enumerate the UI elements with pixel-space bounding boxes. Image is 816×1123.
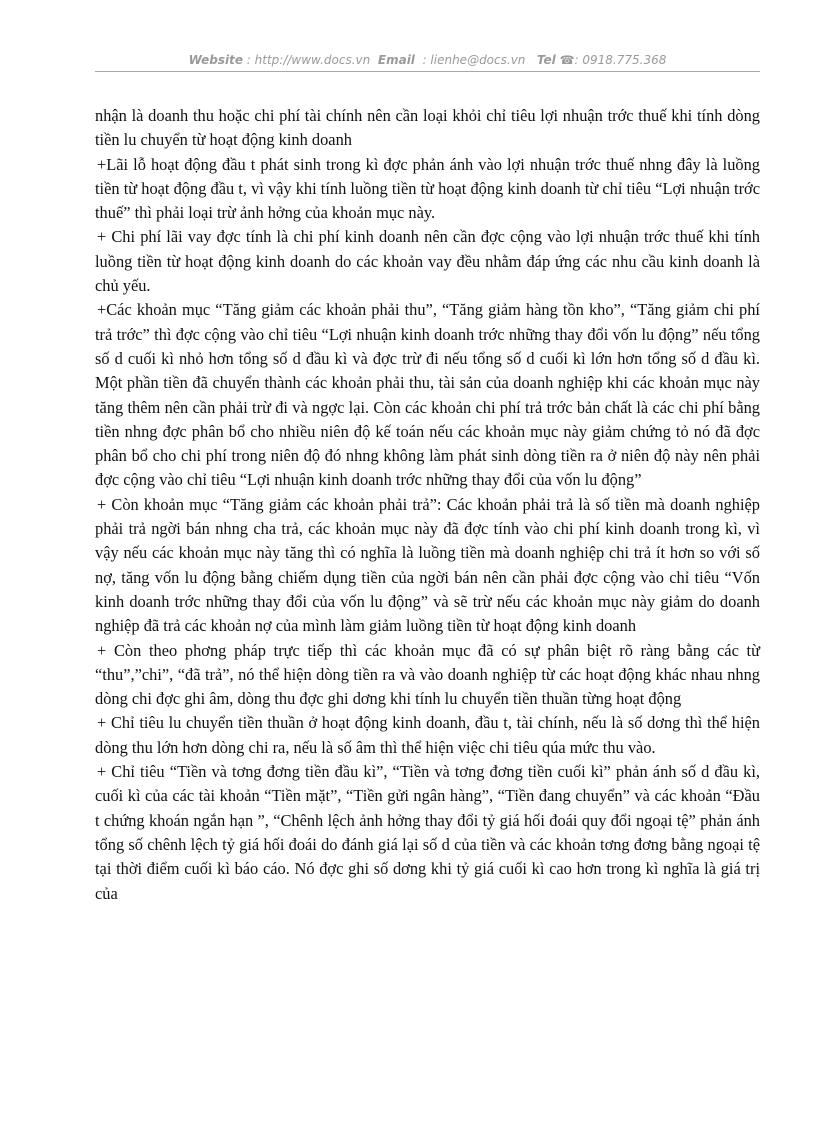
paragraph: +Lãi lỗ hoạt động đầu t phát sinh trong kì đợc phản ánh vào lợi nhuận trớc thuế nhng đây là luồng tiền từ hoạt động đầu t, vì vậy khi tính luồng tiền từ hoạt động kinh doanh từ chỉ tiêu “Lợi nhuận trớc thuế” thì phải loại trừ ảnh hởng của khoản mục này.	[95, 154, 760, 223]
tel-value: ☎: 0918.775.368	[559, 53, 667, 67]
page-header	[95, 50, 760, 70]
website-value: : http://www.docs.vn	[246, 53, 371, 67]
document-body	[95, 104, 760, 906]
website-label: Website	[188, 53, 243, 67]
paragraph: + Chi phí lãi vay đợc tính là chi phí kinh doanh nên cần đợc cộng vào lợi nhuận trớc thuế khi tính luồng tiền từ hoạt động kinh doanh do các khoản vay đều nhằm đáp ứng các nhu cầu kinh doanh là chủ yếu.	[95, 227, 760, 296]
paragraph: nhận là doanh thu hoặc chi phí tài chính nên cần loại khỏi chỉ tiêu lợi nhuận trớc thuế khi tính dòng tiền lu chuyển từ hoạt động kinh doanh	[95, 106, 760, 150]
email-value: : lienhe@docs.vn	[422, 53, 526, 67]
paragraph: + Còn theo phơng pháp trực tiếp thì các khoản mục đã có sự phân biệt rõ ràng bằng các từ “thu”,”chi”, “đã trả”, nó thể hiện dòng tiền ra và vào doanh nghiệp từ các hoạt động khác nhau nhng dòng chi đợc ghi âm, dòng thu đợc ghi dơng khi tính lu chuyển tiền thuần từng hoạt động	[95, 640, 760, 709]
paragraph: + Chỉ tiêu lu chuyển tiền thuần ở hoạt động kinh doanh, đầu t, tài chính, nếu là số dơng thì thể hiện dòng thu lớn hơn dòng chi ra, nếu là số âm thì thể hiện việc chi tiêu qúa mức thu vào.	[95, 713, 760, 757]
paragraph: +Các khoản mục “Tăng giảm các khoản phải thu”, “Tăng giảm hàng tồn kho”, “Tăng giảm chi phí trả trớc” thì đợc cộng vào chỉ tiêu “Lợi nhuận kinh doanh trớc những thay đổi vốn lu động” nếu tổng số d cuối kì nhỏ hơn tổng số d đầu kì và đợc trừ đi nếu tổng số d cuối kì lớn hơn tổng số d đầu kì. Một phần tiền đã chuyển thành các khoản phải thu, tài sản của doanh nghiệp khi các khoản mục này tăng thêm nên cần phải trừ đi và ngợc lại. Còn các khoản chi phí trả trớc bản chất là các chi phí bằng tiền nhng đợc phân bổ cho nhiều niên độ kế toán nếu các khoản mục này giảm chứng tỏ nó đã đợc phân bổ cho chi phí trong niên độ đó nhng không làm phát sinh dòng tiền ra ở niên độ này nên phải đợc cộng vào chỉ tiêu “Lợi nhuận kinh doanh trớc những thay đổi của vốn lu động”	[95, 300, 760, 490]
tel-label: Tel	[536, 53, 556, 67]
paragraph: + Còn khoản mục “Tăng giảm các khoản phải trả”: Các khoản phải trả là số tiền mà doanh nghiệp phải trả ngời bán nhng cha trả, các khoản mục này đã đợc tính vào chi phí kinh doanh trong kì, vì vậy nếu các khoản mục này tăng thì có nghĩa là luồng tiền mà doanh nghiệp chi trả ít hơn so với số nợ, tăng vốn lu động bằng chiếm dụng tiền của ngời bán nên cần phải đợc cộng vào chỉ tiêu “Vốn kinh doanh trớc những thay đổi của vốn lu động” và sẽ trừ nếu các khoản mục này giảm do doanh nghiệp đã trả các khoản nợ của mình làm giảm luồng tiền từ hoạt động kinh doanh	[95, 494, 760, 636]
email-label: Email	[377, 53, 415, 67]
paragraph: + Chỉ tiêu “Tiền và tơng đơng tiền đầu kì”, “Tiền và tơng đơng tiền cuối kì” phản ánh số d đầu kì, cuối kì của các tài khoản “Tiền mặt”, “Tiền gửi ngân hàng”, “Tiền đang chuyển” và các khoản “Đầu t chứng khoán ngắn hạn ”, “Chênh lệch ảnh hởng thay đổi tỷ giá hối đoái quy đổi ngoại tệ” phản ánh tổng số chênh lệch tỷ giá hối đoái do đánh giá lại số d của tiền và các khoản tơng đơng bằng ngoại tệ tại thời điểm cuối kì báo cáo. Nó đợc ghi số dơng khi tỷ giá cuối kì cao hơn trong kì nghĩa là giá trị của	[95, 762, 760, 903]
header-divider	[95, 71, 760, 72]
